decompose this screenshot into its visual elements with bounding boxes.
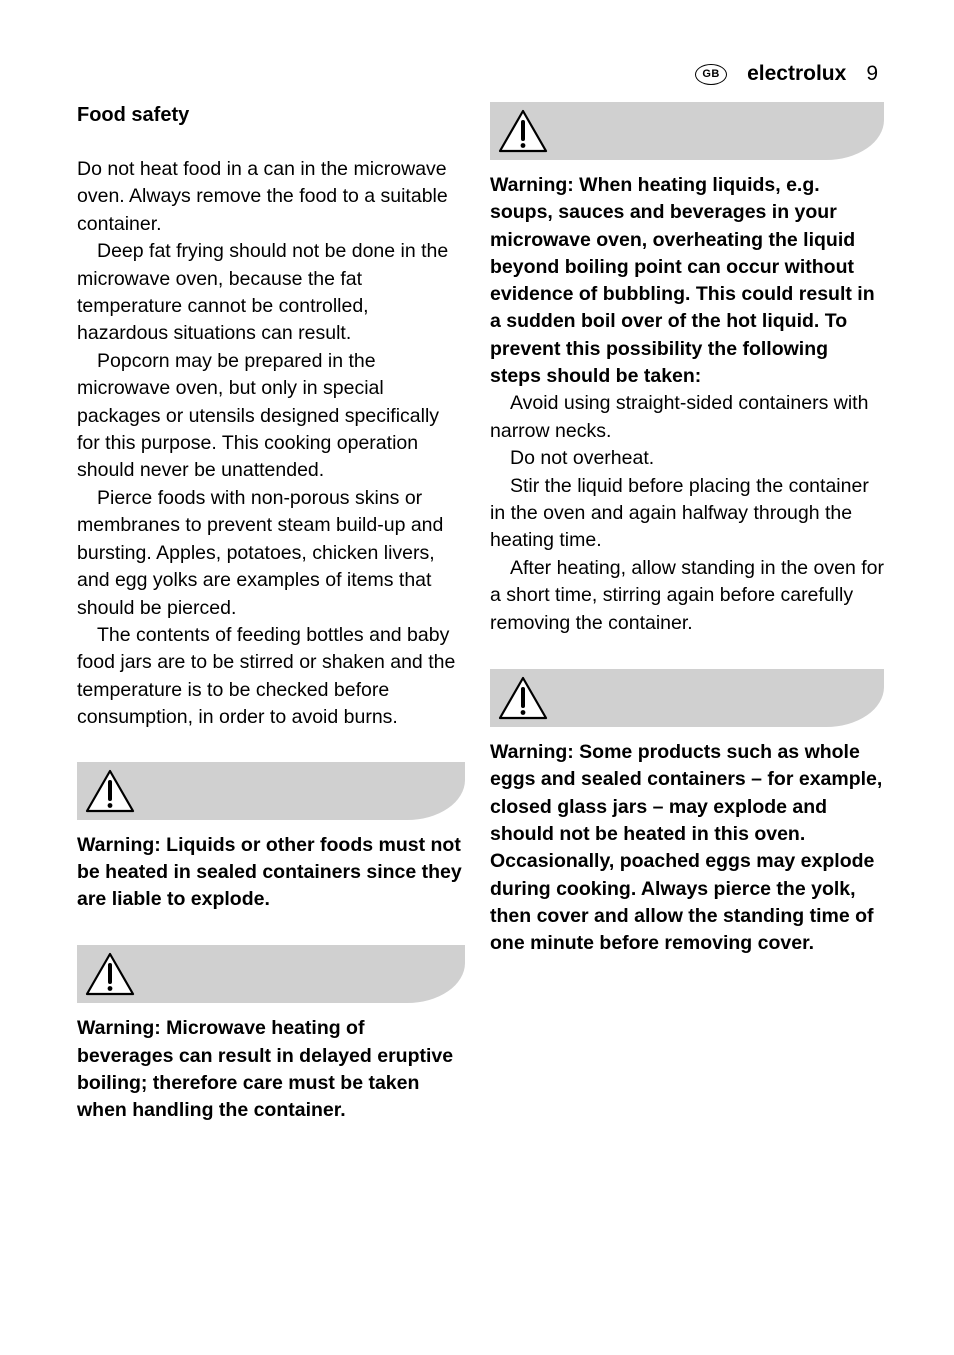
warning-band bbox=[490, 669, 884, 727]
warning-heating-liquids: Warning: When heating liquids, e.g. soups, sauces and beverages in your microwave oven, overheating the liquid beyond boiling point can occur without evidence of bubbling. This could result in a sudden boil over of the hot liquid. To prevent this possibility the following steps should be taken: bbox=[490, 174, 875, 388]
region-badge: GB bbox=[695, 64, 727, 85]
warning-triangle-icon bbox=[497, 675, 549, 721]
paragraph-feeding-bottles: The contents of feeding bottles and baby food jars are to be stirred or shaken and the temperature is to be checked before consumption, in order to avoid burns. bbox=[77, 623, 456, 729]
paragraph-can: Do not heat food in a can in the microwave oven. Always remove the food to a suitable container. bbox=[77, 158, 448, 235]
paragraph-deep-fat-frying: Deep fat frying should not be done in the microwave oven, because the fat temperature cannot be controlled, hazardous situations can result. bbox=[77, 240, 449, 345]
warning-sealed-containers: Warning: Liquids or other foods must not be heated in sealed containers since they are liable to explode. bbox=[77, 833, 462, 911]
step-avoid-narrow-necks: Avoid using straight-sided containers with narrow necks. bbox=[490, 392, 869, 442]
warning-triangle-icon bbox=[84, 951, 136, 997]
page-number: 9 bbox=[866, 62, 878, 85]
step-do-not-overheat: Do not overheat. bbox=[510, 447, 655, 470]
warning-triangle-icon bbox=[497, 108, 549, 154]
warning-triangle-icon bbox=[84, 768, 136, 814]
warning-band bbox=[490, 102, 884, 160]
warning-eruptive-boiling: Warning: Microwave heating of beverages can result in delayed eruptive boiling; therefore care must be taken when handling the container. bbox=[77, 1017, 454, 1122]
brand-name: electrolux bbox=[747, 62, 847, 85]
left-column bbox=[77, 102, 465, 1125]
step-stir-liquid: Stir the liquid before placing the container in the oven and again halfway through the heating time. bbox=[490, 474, 869, 552]
right-column bbox=[490, 102, 884, 957]
warning-band bbox=[77, 945, 465, 1003]
section-heading: Food safety bbox=[77, 104, 190, 126]
warning-eggs-sealed-jars: Warning: Some products such as whole eggs and sealed containers – for example, closed glass jars – may explode and should not be heated in this oven. Occasionally, poached eggs may explode during cooking. Always pierce the yolk, then cover and allow the standing time of one minute before removing cover. bbox=[490, 741, 883, 955]
paragraph-pierce-foods: Pierce foods with non-porous skins or membranes to prevent steam build-up and bursting. Apples, potatoes, chicken livers, and egg yolks are examples of items that should be pierced. bbox=[77, 486, 444, 619]
paragraph-popcorn: Popcorn may be prepared in the microwave oven, but only in special packages or utensils designed specifically for this purpose. This cooking operation should never be unattended. bbox=[77, 349, 440, 482]
warning-band bbox=[77, 762, 465, 820]
step-allow-standing: After heating, allow standing in the oven for a short time, stirring again before carefully removing the container. bbox=[490, 556, 884, 634]
page-header bbox=[695, 62, 878, 86]
